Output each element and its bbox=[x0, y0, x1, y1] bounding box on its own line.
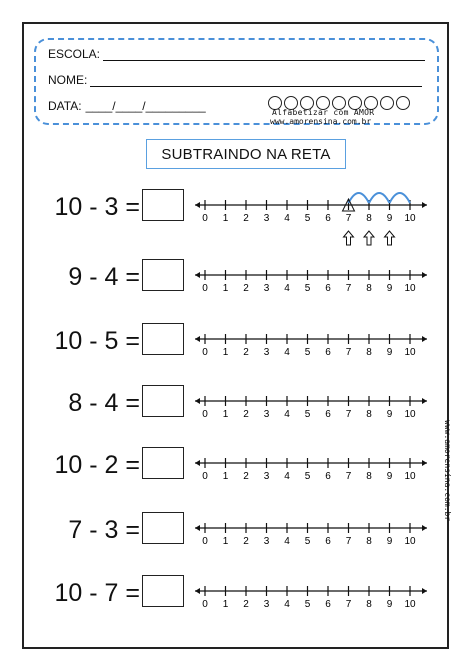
tick-label: 0 bbox=[202, 213, 208, 224]
left-arrowhead-icon bbox=[195, 336, 200, 342]
tick-label: 3 bbox=[263, 536, 270, 547]
tick-label: 7 bbox=[345, 409, 352, 420]
tick-label: 9 bbox=[386, 599, 393, 610]
subtraction-expression: 10 - 7 = bbox=[54, 579, 140, 607]
tick-label: 6 bbox=[325, 536, 331, 547]
tick-label: 3 bbox=[263, 283, 270, 294]
tick-label: 5 bbox=[304, 471, 311, 482]
tick-label: 4 bbox=[284, 409, 290, 420]
tick-label: 0 bbox=[202, 409, 208, 420]
left-arrowhead-icon bbox=[195, 272, 200, 278]
school-label: ESCOLA: bbox=[48, 47, 101, 61]
tick-label: 0 bbox=[202, 536, 208, 547]
subtraction-expression: 10 - 3 = bbox=[54, 193, 140, 221]
tick-label: 9 bbox=[386, 283, 393, 294]
tick-label: 1 bbox=[222, 283, 229, 294]
right-arrowhead-icon bbox=[422, 525, 427, 531]
tick-label: 4 bbox=[284, 347, 290, 358]
tick-label: 1 bbox=[222, 347, 229, 358]
number-line bbox=[193, 575, 435, 637]
tick-label: 5 bbox=[304, 283, 311, 294]
tick-label: 9 bbox=[386, 471, 393, 482]
tick-label: 7 bbox=[345, 471, 352, 482]
answer-box[interactable] bbox=[142, 512, 184, 544]
tick-label: 1 bbox=[222, 471, 229, 482]
tick-label: 6 bbox=[325, 599, 331, 610]
tick-label: 2 bbox=[243, 536, 249, 547]
tick-label: 4 bbox=[284, 599, 290, 610]
logo-text: Alfabetizar com AMOR bbox=[272, 108, 375, 117]
hop-arc bbox=[349, 193, 370, 203]
exercise-row bbox=[0, 512, 474, 552]
tick-label: 4 bbox=[284, 471, 290, 482]
number-line bbox=[193, 259, 435, 321]
number-line bbox=[193, 512, 435, 574]
hop-arc bbox=[369, 193, 390, 203]
exercise-row bbox=[0, 259, 474, 299]
tick-label: 7 bbox=[345, 536, 352, 547]
answer-box[interactable] bbox=[142, 575, 184, 607]
left-arrowhead-icon bbox=[195, 398, 200, 404]
left-arrowhead-icon bbox=[195, 460, 200, 466]
exercise-row bbox=[0, 189, 474, 229]
subtraction-expression: 10 - 2 = bbox=[54, 451, 140, 479]
date-label: DATA: bbox=[48, 99, 82, 113]
exercise-row bbox=[0, 447, 474, 487]
tick-label: 5 bbox=[304, 409, 311, 420]
right-arrowhead-icon bbox=[422, 588, 427, 594]
subtraction-expression: 9 - 4 = bbox=[68, 263, 140, 291]
tick-label: 8 bbox=[366, 283, 372, 294]
school-line bbox=[48, 47, 425, 61]
subtraction-expression: 8 - 4 = bbox=[68, 389, 140, 417]
tick-label: 2 bbox=[243, 347, 249, 358]
tick-label: 2 bbox=[243, 471, 249, 482]
tick-label: 6 bbox=[325, 347, 331, 358]
tick-label: 4 bbox=[284, 213, 290, 224]
right-arrowhead-icon bbox=[422, 460, 427, 466]
tick-label: 5 bbox=[304, 536, 311, 547]
tick-label: 8 bbox=[366, 409, 372, 420]
answer-box[interactable] bbox=[142, 189, 184, 221]
tick-label: 2 bbox=[243, 599, 249, 610]
tick-label: 2 bbox=[243, 409, 249, 420]
tick-label: 0 bbox=[202, 283, 208, 294]
tick-label: 10 bbox=[404, 347, 416, 358]
tick-label: 9 bbox=[386, 213, 393, 224]
tick-label: 7 bbox=[345, 283, 352, 294]
tick-label: 10 bbox=[404, 213, 416, 224]
up-arrow-icon bbox=[344, 231, 354, 245]
right-arrowhead-icon bbox=[422, 336, 427, 342]
tick-label: 10 bbox=[404, 599, 416, 610]
answer-box[interactable] bbox=[142, 259, 184, 291]
tick-label: 10 bbox=[404, 283, 416, 294]
tick-label: 7 bbox=[345, 599, 352, 610]
tick-label: 6 bbox=[325, 283, 331, 294]
tick-label: 3 bbox=[263, 409, 270, 420]
tick-label: 6 bbox=[325, 471, 331, 482]
tick-label: 8 bbox=[366, 536, 372, 547]
hop-arc bbox=[390, 193, 411, 203]
answer-box[interactable] bbox=[142, 323, 184, 355]
tick-label: 8 bbox=[366, 213, 372, 224]
name-field[interactable] bbox=[90, 76, 422, 87]
left-arrowhead-icon bbox=[195, 202, 200, 208]
tick-label: 1 bbox=[222, 409, 229, 420]
exercise-row bbox=[0, 385, 474, 425]
number-line bbox=[193, 323, 435, 385]
tick-label: 9 bbox=[386, 347, 393, 358]
subtraction-expression: 10 - 5 = bbox=[54, 327, 140, 355]
tick-label: 3 bbox=[263, 471, 270, 482]
date-line bbox=[48, 99, 206, 113]
tick-label: 5 bbox=[304, 213, 311, 224]
up-arrow-icon bbox=[364, 231, 374, 245]
tick-label: 10 bbox=[404, 471, 416, 482]
tick-label: 7 bbox=[345, 213, 352, 224]
right-arrowhead-icon bbox=[422, 398, 427, 404]
tick-label: 1 bbox=[222, 536, 229, 547]
subtraction-expression: 7 - 3 = bbox=[68, 516, 140, 544]
exercise-row bbox=[0, 575, 474, 615]
tick-label: 5 bbox=[304, 599, 311, 610]
tick-label: 3 bbox=[263, 347, 270, 358]
name-line bbox=[48, 73, 422, 87]
school-field[interactable] bbox=[103, 50, 425, 61]
number-line bbox=[193, 385, 435, 447]
logo-url: www.amorensina.com.br bbox=[270, 117, 372, 126]
tick-label: 10 bbox=[404, 409, 416, 420]
tick-label: 4 bbox=[284, 283, 290, 294]
tick-label: 1 bbox=[222, 213, 229, 224]
tick-label: 3 bbox=[263, 213, 270, 224]
tick-label: 8 bbox=[366, 599, 372, 610]
tick-label: 9 bbox=[386, 536, 393, 547]
left-arrowhead-icon bbox=[195, 588, 200, 594]
tick-label: 8 bbox=[366, 471, 372, 482]
tick-label: 2 bbox=[243, 283, 249, 294]
tick-label: 5 bbox=[304, 347, 311, 358]
number-line bbox=[193, 447, 435, 509]
name-label: NOME: bbox=[48, 73, 88, 87]
tick-label: 4 bbox=[284, 536, 290, 547]
tick-label: 6 bbox=[325, 409, 331, 420]
tick-label: 0 bbox=[202, 599, 208, 610]
tick-label: 8 bbox=[366, 347, 372, 358]
left-arrowhead-icon bbox=[195, 525, 200, 531]
tick-label: 6 bbox=[325, 213, 331, 224]
number-line bbox=[193, 189, 435, 251]
tick-label: 0 bbox=[202, 471, 208, 482]
right-arrowhead-icon bbox=[422, 272, 427, 278]
tick-label: 3 bbox=[263, 599, 270, 610]
tick-label: 10 bbox=[404, 536, 416, 547]
answer-box[interactable] bbox=[142, 385, 184, 417]
tick-label: 9 bbox=[386, 409, 393, 420]
tick-label: 0 bbox=[202, 347, 208, 358]
tick-label: 7 bbox=[345, 347, 352, 358]
tick-label: 1 bbox=[222, 599, 229, 610]
side-url: www.amorensina.com.br bbox=[443, 420, 452, 522]
date-field[interactable]: ____/____/_________ bbox=[85, 99, 206, 113]
answer-box[interactable] bbox=[142, 447, 184, 479]
tick-label: 2 bbox=[243, 213, 249, 224]
worksheet-title: SUBTRAINDO NA RETA bbox=[146, 139, 346, 169]
exercise-row bbox=[0, 323, 474, 363]
up-arrow-icon bbox=[385, 231, 395, 245]
right-arrowhead-icon bbox=[422, 202, 427, 208]
logo bbox=[264, 96, 424, 126]
